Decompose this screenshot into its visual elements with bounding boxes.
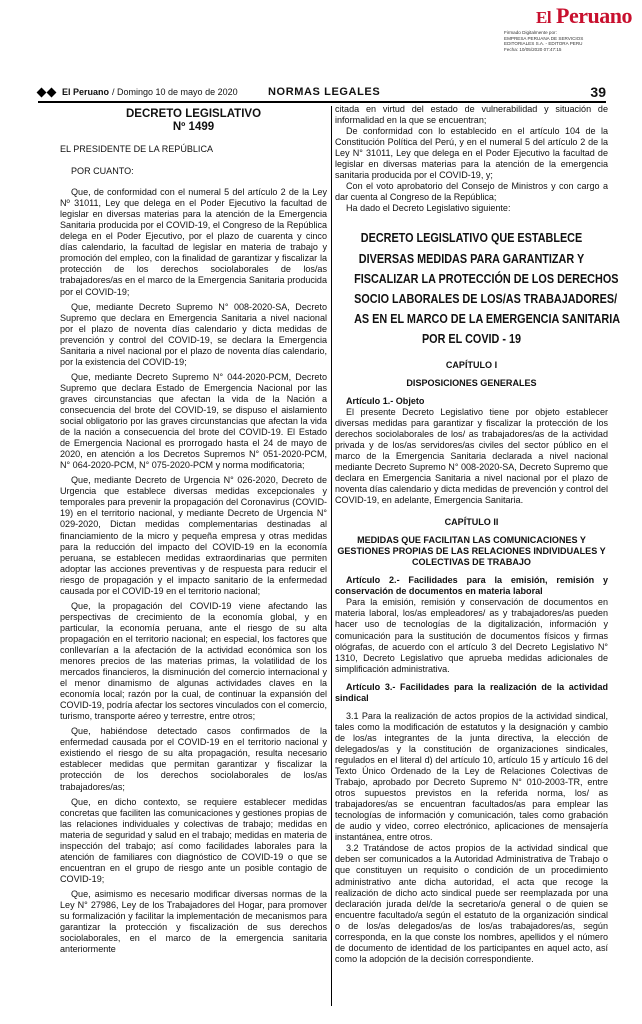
- considerando-paragraph: Que, la propagación del COVID-19 viene afectando las perspectivas de crecimiento de la economía global, y en particular, la economía peruana, ante el riesgo de su alta propagación en el territorio nacional; en especial, los factores que conllevarían a la afectación de la actividad económica son los menores precios de las materias primas, la volatilidad de los mercados financieros, la disminución del comercio internacional y el menor dinamismo de algunas actividades claves en la economía local; razón por la cual, de continuar la expansión del COVID-19, podría afectar los sectores vinculados con el comercio, turismo, transporte aéreo y terrestre, entre otros;: [60, 600, 328, 722]
- article-text: El presente Decreto Legislativo tiene por objeto establecer diversas medidas para garantizar y fiscalizar la protección de los derechos sociolaborales de los/ as trabajadores/as de la actividad privada y de los/as servidores/as civiles del sector público en el marco de la Emergencia Sanitaria declarada a nivel nacional mediante Decreto Supremo N° 008-2020-SA, Decreto Supremo que declara en Emergencia Sanitaria a nivel nacional por el plazo de noventa días calendario y dicta medidas de prevención y control del COVID-19, en adelante, Emergencia Sanitaria.: [335, 406, 608, 506]
- law-title-line: DIVERSAS MEDIDAS PARA GARANTIZAR Y: [358, 251, 585, 266]
- chapter-title: DISPOSICIONES GENERALES: [406, 377, 537, 388]
- signature-line: Firmado Digitalmente por:: [504, 30, 557, 35]
- header-date: / Domingo 10 de mayo de 2020: [112, 87, 238, 97]
- chapter-heading: CAPÍTULO I: [445, 359, 498, 370]
- law-title-line: DECRETO LEGISLATIVO QUE ESTABLECE: [360, 231, 583, 246]
- considerando-paragraph: Que, asimismo es necesario modificar diversas normas de la Ley N° 27986, Ley de los Trabajadores del Hogar, para promover su formalización y facilitar la implementación de mecanismos para garantizar la protección y fiscalización de sus derechos sociolaborales, en el marco de la emergencia sanitaria anteriormente: [60, 888, 327, 955]
- article-heading: Artículo 3.- Facilidades para la realización de la actividad sindical: [335, 681, 608, 703]
- chapter-title: MEDIDAS QUE FACILITAN LAS COMUNICACIONES Y GESTIONES PROPIAS DE LAS RELACIONES INDIVIDUALES Y COLECTIVAS DE TRABAJO: [337, 535, 606, 568]
- page-number: 39: [590, 84, 606, 100]
- article-heading: Artículo 2.- Facilidades para la emisión, remisión y conservación de documentos en materia laboral: [335, 575, 608, 597]
- decree-number: Nº 1499: [172, 121, 215, 133]
- law-title-line: FISCALIZAR LA PROTECCIÓN DE LOS DERECHOS: [354, 271, 619, 286]
- article-text: 3.2 Tratándose de actos propios de la actividad sindical que deben ser comunicados a la Autoridad Administrativa de Trabajo o que constituyen un requisito o condición de un procedimiento administrativo ante dicha autoridad, el acta que recoge la realización de dicho acto sindical puede ser reemplazada por una declaración jurada del/de la secretario/a general o de quien se encuentre facultado/a según el estatuto de la organización sindical o de los/as delegados/as de los/as trabajadores/as, según corresponda, en la que conste los nombres, apellidos y el número de documento de identidad de los participantes en aquel acto, así como la adopción de la decisión correspondiente.: [335, 843, 608, 964]
- page-header: [38, 84, 606, 100]
- paragraph: Ha dado el Decreto Legislativo siguiente:: [346, 203, 511, 214]
- logo-name: Peruano: [556, 3, 632, 28]
- article-heading: Artículo 1.- Objeto: [346, 395, 425, 406]
- el-peruano-logo: [502, 4, 632, 32]
- article-text: Para la emisión, remisión y conservación de documentos en materia laboral, los/as empleadores/ as y trabajadores/as pueden hacer uso de tecnologías de la digitalización, información y comunicación para la sustitución de documentos físicos y firmas ológrafas, de acuerdo con el artículo 3 del Decreto Legislativo N° 1310, Decreto Legislativo que aprueba medidas adicionales de simplificación administrativa.: [335, 597, 608, 674]
- continued-paragraph: citada en virtud del estado de vulnerabilidad y situación de informalidad en la que se encuentran;: [335, 104, 608, 126]
- header-rule: [38, 101, 606, 103]
- paragraph: Con el voto aprobatorio del Consejo de Ministros y con cargo a dar cuenta al Congreso de la República;: [335, 181, 608, 203]
- considerando-paragraph: Que, de conformidad con el numeral 5 del artículo 2 de la Ley Nº 31011, Ley que delega en el Poder Ejecutivo la facultad de legislar en diversas materias para la atención de la Emergencia Sanitaria producida por el COVID-19, el Congreso de la República delega en el Poder Ejecutivo, por el plazo de cuarenta y cinco días calendario, la facultad de legislar en materia de trabajo y promoción del empleo, con la finalidad de garantizar y fiscalizar la protección de los derechos sociolaborales de los/as trabajadores/as en el marco de la Emergencia Sanitaria producida por el COVID-19;: [60, 187, 327, 297]
- logo-prefix: El: [535, 8, 552, 27]
- right-column: [335, 104, 621, 965]
- digital-signature: [504, 30, 636, 52]
- considerando-paragraph: Que, habiéndose detectado casos confirmados de la enfermedad causada por el COVID-19 en el territorio nacional y existiendo el riesgo de su alta propagación, resulta necesario establecer medidas que permitan garantizar y fiscalizar la protección de los derechos sociolaborales de los/as trabajadores/as;: [60, 726, 327, 792]
- article-text: 3.1 Para la realización de actos propios de la actividad sindical, tales como la modificación de estatutos y la designación y cambio de los/as integrantes de la junta directiva, la elección de delegados/as y la constitución de organizaciones sindicales, regulados en el literal d) del artículo 10, artículo 15 y artículo 16 del Texto Único Ordenado de la Ley de Relaciones Colectivas de Trabajo, aprobado por Decreto Supremo N° 010-2003-TR, entre otros supuestos previstos en la referida norma, los/ as trabajadores/as se encuentran facultados/as para emplear las tecnologías de información y comunicación, tales como grabación de audio y video, correo electrónico, aplicaciones de mensajería instantánea, entre otros.: [335, 710, 608, 843]
- considerando-paragraph: Que, mediante Decreto de Urgencia N° 026-2020, Decreto de Urgencia que establece diversas medidas excepcionales y temporales para prevenir la propagación del Coronavirus (COVID-19) en el territorio nacional, y mediante Decreto de Urgencia N° 029-2020, Dictan medidas complementarias destinadas al financiamiento de la micro y pequeña empresa y otras medidas para la reducción del impacto del COVID-19 en la economía peruana, se establecen medidas extraordinarias que permiten adoptar las acciones preventivas y de respuesta para reducir el riesgo de propagación y el impacto sanitario de la enfermedad causada por el COVID-19 en el territorio nacional;: [60, 475, 327, 596]
- signature-line: EDITORIALES S.A. - EDITORA PERU: [504, 41, 583, 47]
- chapter-heading: CAPÍTULO II: [444, 517, 499, 528]
- law-title-line: SOCIO LABORALES DE LOS/AS TRABAJADORES/: [354, 292, 618, 307]
- president-line: EL PRESIDENTE DE LA REPÚBLICA: [60, 144, 214, 154]
- law-title-line: POR EL COVID - 19: [421, 332, 522, 347]
- signature-line: Fecha: 10/05/2020 07:47:15: [504, 46, 562, 52]
- paragraph: De conformidad con lo establecido en el artículo 104 de la Constitución Política del Perú, y en el numeral 5 del artículo 2 de la Ley N° 31011, Ley que delega en el Poder Ejecutivo la facultad de legislar en diversas materias para la atención de la emergencia sanitaria producida por el COVID-19, y;: [335, 126, 608, 181]
- signature-line: EMPRESA PERUANA DE SERVICIOS: [504, 35, 584, 41]
- law-title: [354, 228, 621, 349]
- considerando-paragraph: Que, en dicho contexto, se requiere establecer medidas concretas que faciliten las comunicaciones y gestiones propias de las relaciones individuales y colectivas de trabajo; medidas en materia de seguridad y salud en el trabajo; medidas en materia de inspección del trabajo; así como facilidades laborales para la atención de familiares con diagnóstico de COVID-19 o que se encuentran en el grupo de riesgo ante un posible contagio de COVID-19;: [60, 796, 327, 884]
- header-paper: El Peruano: [62, 87, 110, 97]
- considerando-paragraph: Que, mediante Decreto Supremo N° 008-2020-SA, Decreto Supremo que declara en Emergencia Sanitaria a nivel nacional por el plazo de noventa días calendario y dicta medidas de prevención y control del COVID-19, se declara la Emergencia Sanitaria a nivel nacional por el plazo de noventa días calendario, por la existencia del COVID-19;: [60, 301, 327, 367]
- left-column: [60, 108, 327, 955]
- diamond-icons: [38, 89, 57, 96]
- column-divider: [331, 106, 332, 1006]
- considerando-paragraph: Que, mediante Decreto Supremo N° 044-2020-PCM, Decreto Supremo que declara Estado de Emergencia Nacional por las graves circunstancias que afectan la vida de la Nación a consecuencia del brote del COVID-19, se dispuso el aislamiento social obligatorio por las graves circunstancias que afectan la vida de la nación a consecuencia del brote del COVID-19. El Estado de Emergencia Nacional es prorrogado hasta el 24 de mayo de 2020, en atención a los Decretos Supremos N° 051-2020-PCM, N° 064-2020-PCM, N° 075-2020-PCM y norma modificatoria;: [60, 371, 327, 471]
- por-cuanto: POR CUANTO:: [71, 166, 134, 177]
- law-title-line: AS EN EL MARCO DE LA EMERGENCIA SANITARIA: [354, 312, 621, 327]
- header-section: NORMAS LEGALES: [268, 86, 381, 98]
- decree-title-line: DECRETO LEGISLATIVO: [125, 108, 262, 120]
- decree-title: [60, 108, 327, 134]
